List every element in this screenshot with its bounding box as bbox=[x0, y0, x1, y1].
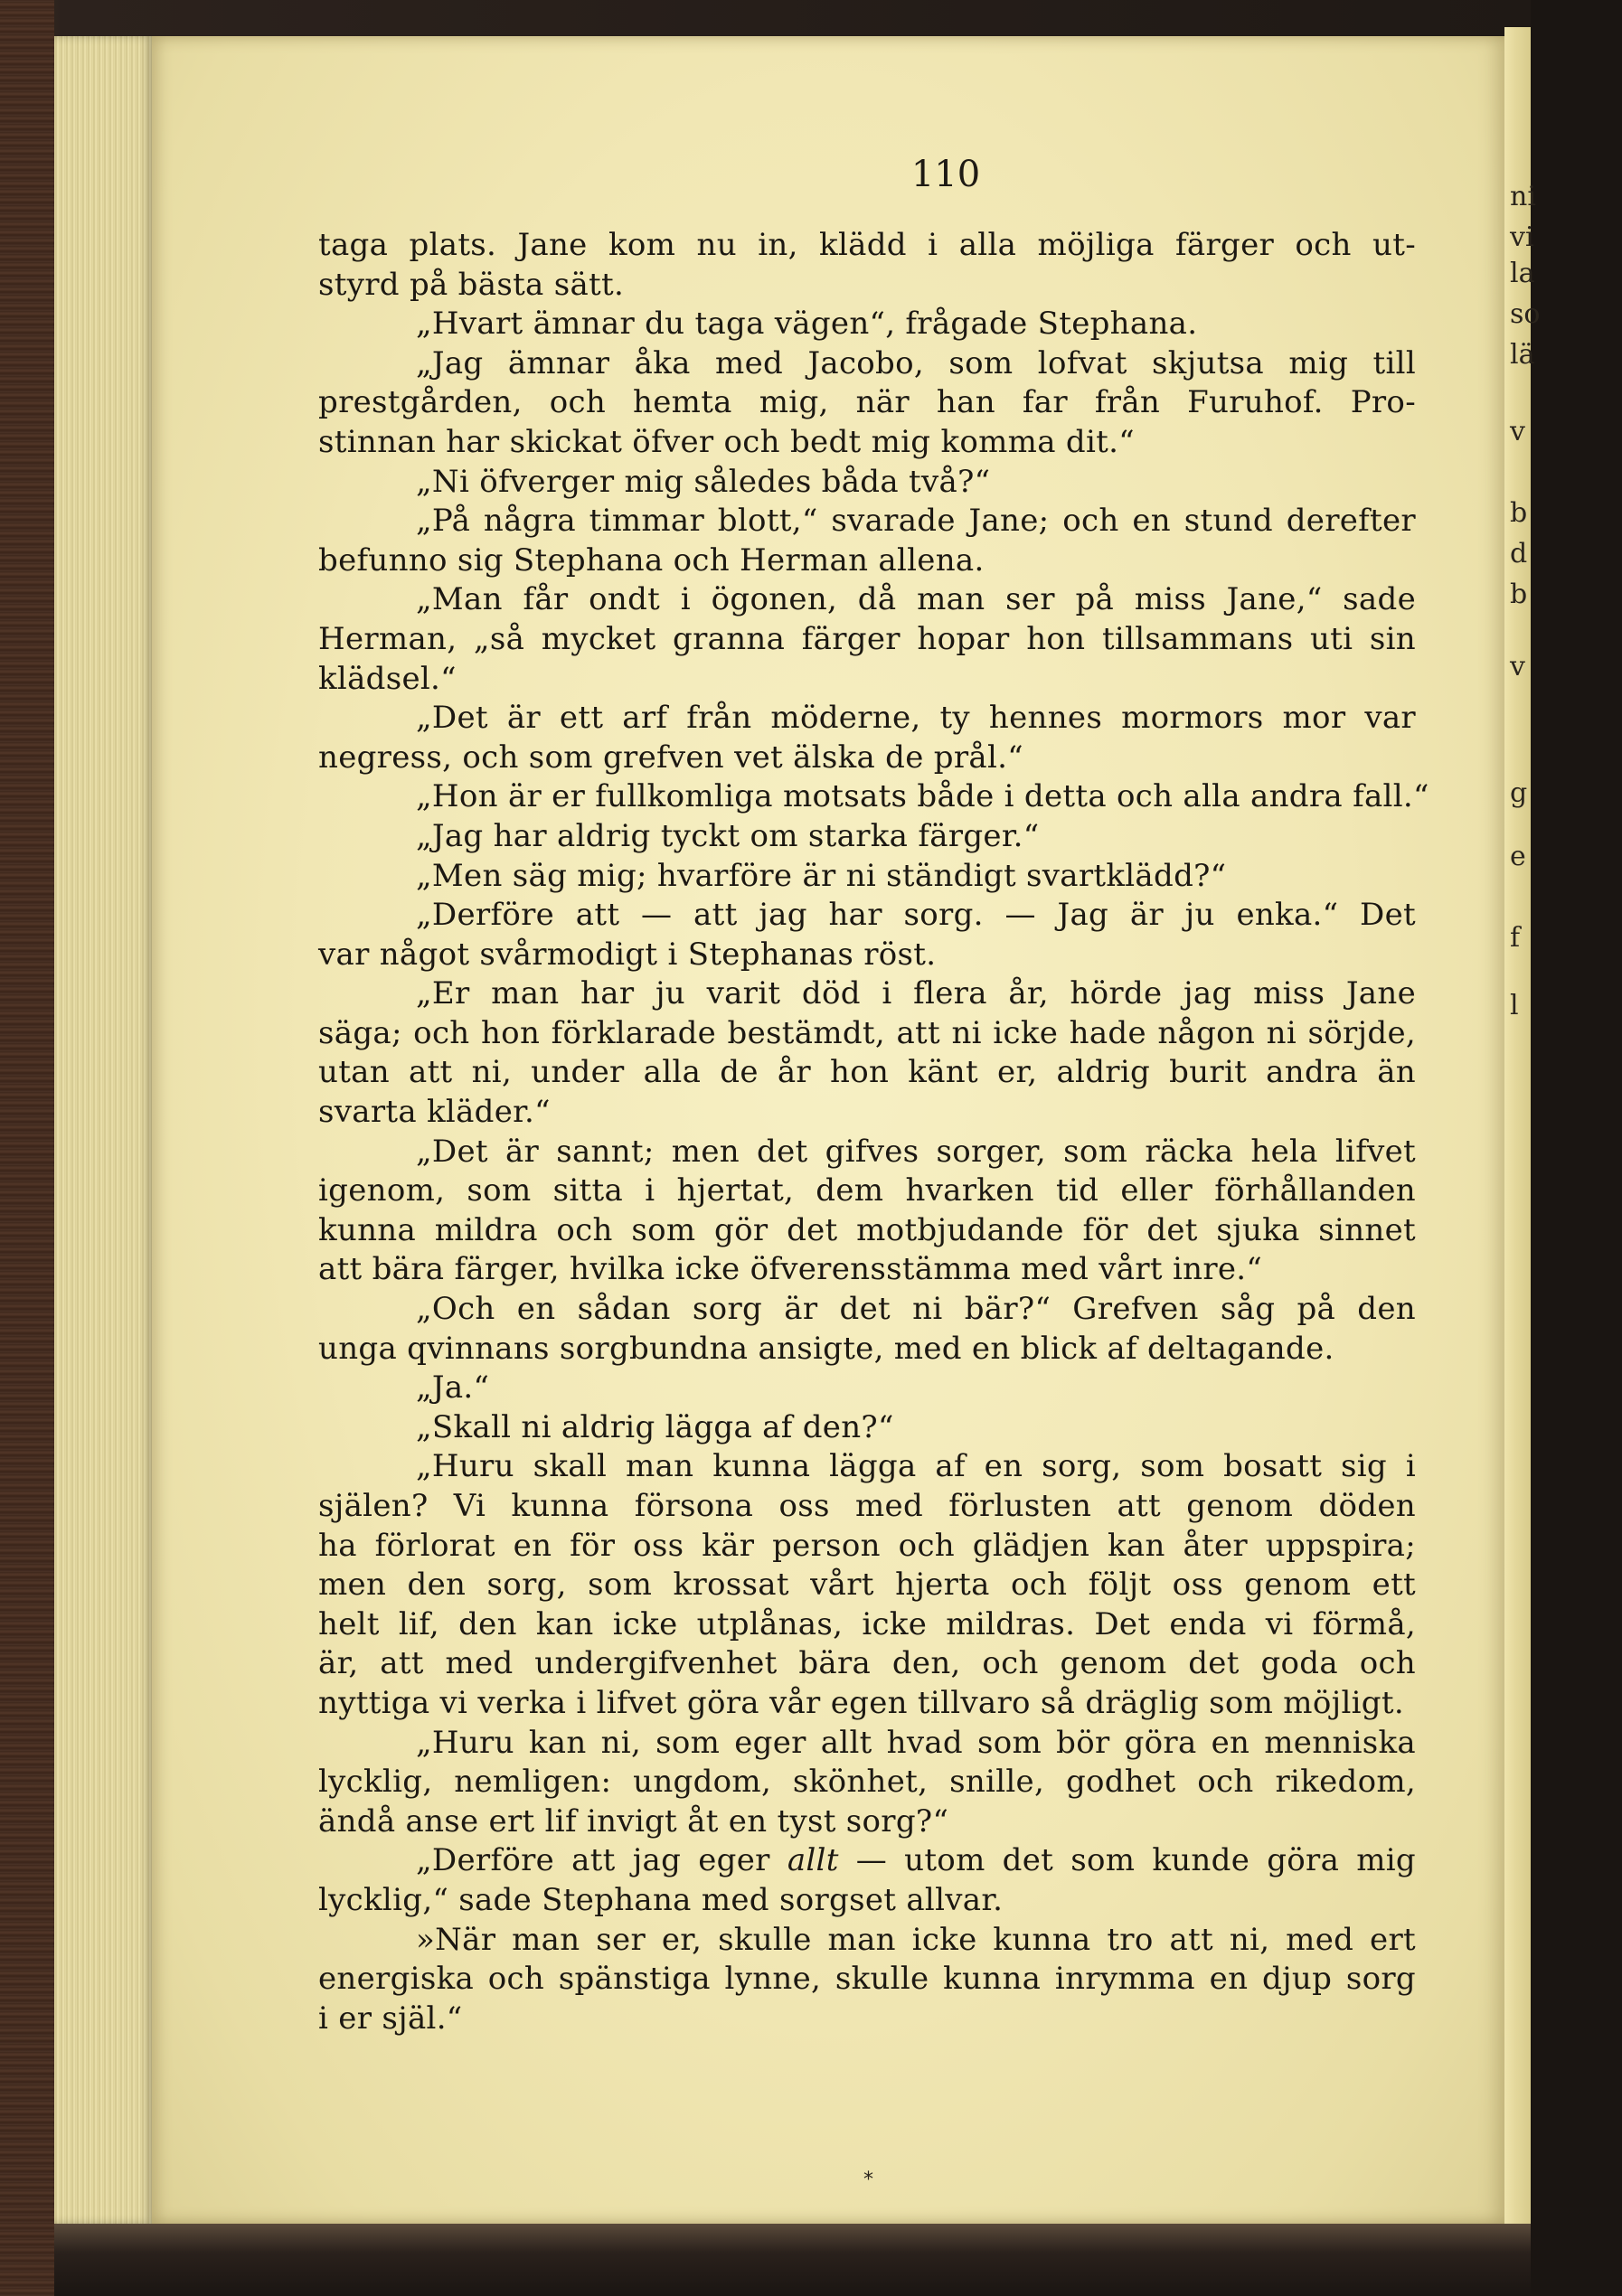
next-page-fragment: l bbox=[1510, 990, 1519, 1021]
text-line: utan att ni, under alla de år hon känt er, aldrig burit andra än bbox=[318, 1054, 1416, 1091]
text-line: „Er man har ju varit död i flera år, hörde jag miss Jane bbox=[416, 975, 1416, 1012]
next-page-fragment: v bbox=[1510, 416, 1525, 447]
text-line: „Hvart ämnar du taga vägen“, frågade Stephana. bbox=[416, 306, 1198, 343]
page-edges-left bbox=[54, 36, 154, 2224]
text-line: ändå anse ert lif invigt åt en tyst sorg?“ bbox=[318, 1802, 949, 1840]
text-line: unga qvinnans sorgbundna ansigte, med en blick af deltagande. bbox=[318, 1330, 1334, 1367]
next-page-fragment: vi bbox=[1510, 221, 1534, 253]
text-line: själen? Vi kunna försona oss med förlusten att genom döden bbox=[318, 1488, 1416, 1524]
text-line: energiska och spänstiga lynne, skulle kunna inrymma en djup sorg bbox=[318, 1961, 1416, 1998]
next-page-fragment: f bbox=[1510, 922, 1521, 954]
text-line: styrd på bästa sätt. bbox=[318, 266, 625, 303]
text-line: Herman, „så mycket granna färger hopar hon tillsammans uti sin bbox=[318, 620, 1416, 657]
text-line: „Och en sådan sorg är det ni bär?“ Grefven såg på den bbox=[416, 1291, 1416, 1328]
book-bottom-edge bbox=[54, 2224, 1531, 2296]
text-line: „Ja.“ bbox=[416, 1369, 490, 1407]
text-line: igenom, som sitta i hjertat, dem hvarken tid eller förhållanden bbox=[318, 1172, 1416, 1209]
text-line: befunno sig Stephana och Herman allena. bbox=[318, 541, 985, 579]
body-text bbox=[318, 226, 1429, 2038]
page-ornament: ⁎ bbox=[863, 2162, 873, 2185]
text-line: är, att med undergifvenhet bära den, och genom det goda och bbox=[318, 1645, 1416, 1682]
text-line: att bära färger, hvilka icke öfverensstämma med vårt inre.“ bbox=[318, 1251, 1263, 1288]
text-line: helt lif, den kan icke utplånas, icke mildras. Det enda vi förmå, bbox=[318, 1605, 1416, 1642]
text-line: „Jag har aldrig tyckt om starka färger.“ bbox=[416, 817, 1040, 854]
text-line: svarta kläder.“ bbox=[318, 1094, 551, 1131]
text-line: »När man ser er, skulle man icke kunna tro att ni, med ert bbox=[416, 1921, 1416, 1958]
next-page-fragment: e bbox=[1510, 841, 1526, 872]
book-cover-left bbox=[0, 0, 54, 2296]
next-page-fragment: so bbox=[1510, 298, 1541, 330]
next-page-fragment: ni bbox=[1510, 181, 1536, 212]
text-segment: — utom det som kunde göra mig bbox=[838, 1842, 1416, 1879]
text-line: prestgården, och hemta mig, när han far från Furuhof. Pro- bbox=[318, 384, 1416, 421]
text-line: „Hon är er fullkomliga motsats både i detta och alla andra fall.“ bbox=[416, 778, 1429, 815]
page-number: 110 bbox=[910, 154, 981, 195]
next-page-fragment: d bbox=[1510, 538, 1528, 569]
next-page-fragment: la bbox=[1510, 258, 1535, 289]
text-line: lycklig, nemligen: ungdom, skönhet, snille, godhet och rikedom, bbox=[318, 1764, 1416, 1801]
text-line: men den sorg, som krossat vårt hjerta och följt oss genom ett bbox=[318, 1567, 1416, 1604]
emphasis-word: allt bbox=[787, 1842, 839, 1879]
next-page-fragment: b bbox=[1510, 497, 1528, 529]
text-line: säga; och hon förklarade bestämdt, att ni icke hade någon ni sörjde, bbox=[318, 1014, 1416, 1051]
text-line: „Men säg mig; hvarföre är ni ständigt svartklädd?“ bbox=[416, 857, 1227, 894]
text-line: „Derföre att — att jag har sorg. — Jag är ju enka.“ Det bbox=[416, 897, 1416, 934]
text-line: i er själ.“ bbox=[318, 2000, 463, 2037]
text-line: lycklig,“ sade Stephana med sorgset allvar. bbox=[318, 1881, 1004, 1918]
text-line: „Huru kan ni, som eger allt hvad som bör göra en menniska bbox=[416, 1724, 1416, 1761]
text-line: klädsel.“ bbox=[318, 660, 457, 697]
text-segment: „Derföre att jag eger bbox=[416, 1842, 770, 1879]
text-line: nyttiga vi verka i lifvet göra vår egen tillvaro så dräglig som möjligt. bbox=[318, 1684, 1404, 1721]
text-line: „Skall ni aldrig lägga af den?“ bbox=[416, 1408, 894, 1445]
text-line: taga plats. Jane kom nu in, klädd i alla möjliga färger och ut- bbox=[318, 227, 1416, 263]
text-line: „Man får ondt i ögonen, då man ser på miss Jane,“ sade bbox=[416, 581, 1416, 618]
text-line: „Jag ämnar åka med Jacobo, som lofvat skjutsa mig till bbox=[416, 344, 1416, 381]
next-page-fragment: lä bbox=[1510, 339, 1535, 371]
text-line: var något svårmodigt i Stephanas röst. bbox=[318, 936, 937, 973]
text-line: „Ni öfverger mig således båda två?“ bbox=[416, 463, 991, 500]
text-line: „På några timmar blott,“ svarade Jane; och en stund derefter bbox=[416, 503, 1416, 540]
text-line bbox=[318, 1841, 1416, 1881]
next-page-fragment: v bbox=[1510, 651, 1525, 682]
text-line: „Huru skall man kunna lägga af en sorg, som bosatt sig i bbox=[416, 1448, 1416, 1485]
text-line: stinnan har skickat öfver och bedt mig komma dit.“ bbox=[318, 423, 1135, 460]
text-line: „Det är sannt; men det gifves sorger, som räcka hela lifvet bbox=[416, 1133, 1416, 1170]
next-page-fragment: g bbox=[1510, 777, 1528, 809]
next-page-edge bbox=[1504, 27, 1541, 2260]
next-page-fragment: b bbox=[1510, 579, 1528, 610]
text-line: „Det är ett arf från möderne, ty hennes mormors mor var bbox=[416, 700, 1416, 737]
text-line: kunna mildra och som gör det motbjudande för det sjuka sinnet bbox=[318, 1211, 1416, 1248]
text-line: ha förlorat en för oss kär person och glädjen kan åter uppspira; bbox=[318, 1527, 1416, 1564]
text-line: negress, och som grefven vet älska de prål.“ bbox=[318, 739, 1023, 776]
